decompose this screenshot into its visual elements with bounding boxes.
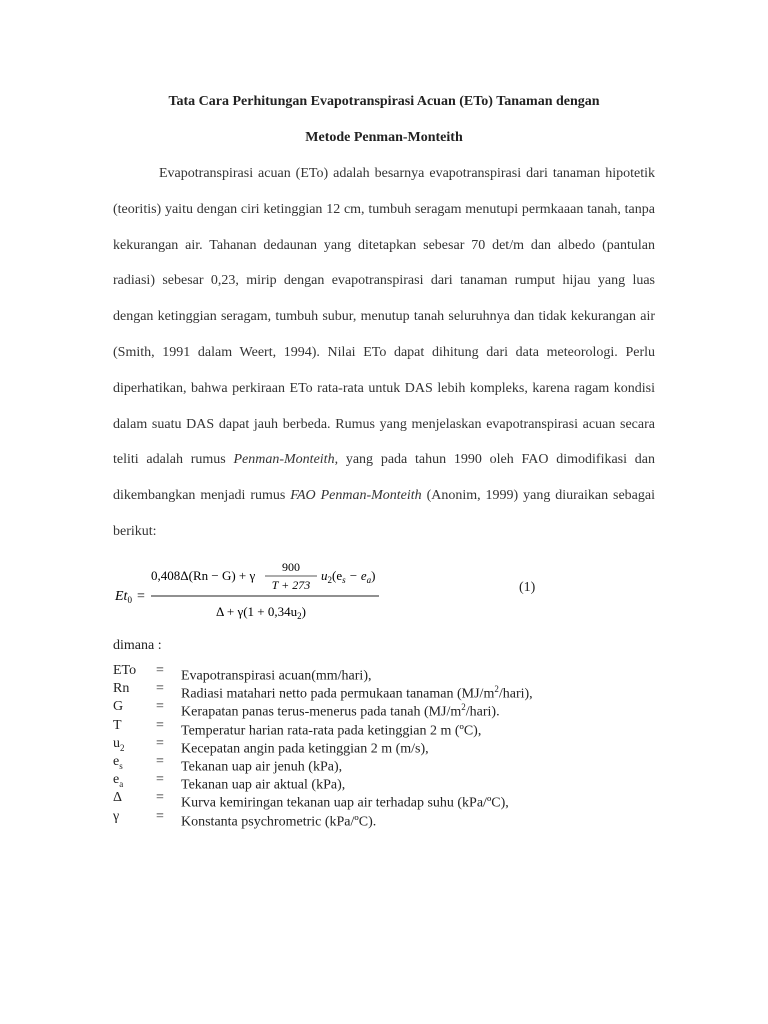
definition-symbol: $e_a$ [113, 772, 124, 789]
formula-fraction-denominator: T + 273 [271, 578, 311, 592]
definition-symbol: ETo [113, 663, 137, 678]
definition-equals: = [156, 735, 164, 751]
definition-equals: = [156, 717, 164, 733]
definition-equals: = [156, 663, 164, 678]
definition-symbol: Δ [113, 790, 123, 806]
definition-description: Kerapatan panas terus-menerus pada tanah $(MJ/m^2/hari)$. [181, 702, 500, 721]
definition-symbol: γ [113, 808, 120, 824]
formula-numerator-left: 0,408Δ(Rn − G) + γ [151, 568, 256, 583]
definition-symbol: Rn [113, 681, 130, 697]
definition-equals: = [156, 753, 164, 769]
definition-description: Radiasi matahari netto pada permukaan tanaman $(MJ/m^2/hari)$, [181, 684, 533, 702]
paragraph-text-3: (Anonim, 1999) yang diuraikan sebagai berikut: [113, 488, 655, 539]
definition-symbol: $u_2$ [113, 735, 125, 753]
formula-denominator: $\Delta + \gamma(1 + 0,34u_2)$ [216, 604, 306, 621]
definition-symbol: G [113, 699, 124, 715]
formula-lhs: $Et_0$ [115, 589, 132, 605]
formula-equals: = [137, 589, 145, 604]
definition-symbol: $e_s$ [113, 753, 123, 771]
definition-description: Evapotranspirasi acuan(mm/hari), [181, 668, 372, 684]
paragraph-text-1: Evapotranspirasi acuan (ETo) adalah besarnya evapotranspirasi dari tanaman hipotetik (teoritis) yaitu dengan ciri ketinggian 12 cm, tumbuh seragam menutupi permkaaan tanah, tanpa kekurangan air. Tahanan dedaunan yang ditetapkan sebesar 70 det/m dan albedo (pantulan radiasi) sebesar 0,23, mirip dengan evapotranspirasi dari tanaman rumput hijau yang luas dengan ketinggian seragam, tumbuh subur, menutup tanah seluruhnya dan tidak kekurangan air (Smith, 1991 dalam Weert, 1994). Nilai ETo dapat dihitung dari data meteorologi. Perlu diperhatikan, bahwa perkiraan ETo rata-rata untuk DAS lebih kompleks, karena ragam kondisi dalam suatu DAS dapat jauh berbeda. Rumus yang menjelaskan evapotranspirasi acuan secara teliti adalah rumus [113, 166, 655, 468]
dimana-label: dimana : [113, 638, 162, 653]
definition-equals: = [156, 681, 164, 697]
definition-equals: = [156, 790, 164, 806]
formula-fraction-numerator: 900 [282, 560, 300, 574]
document-title-line-2: Metode Penman-Monteith [305, 130, 463, 145]
definition-description: Tekanan uap air jenuh (kPa), [181, 759, 343, 775]
definition-description: Temperatur harian rata-rata pada ketinggian 2 m (ºC), [181, 723, 482, 739]
definition-description: Kurva kemiringan tekanan uap air terhadap suhu (kPa/ºC), [181, 795, 509, 811]
paragraph-text-2: , yang pada tahun 1990 oleh FAO dimodifikasi dan dikembangkan menjadi rumus [113, 452, 655, 504]
paragraph-italic-fao-penman-monteith: FAO Penman-Monteith [290, 488, 422, 504]
body-paragraph [113, 156, 655, 550]
definition-symbol: T [113, 717, 122, 733]
formula-numerator-right: $u_2(e_s - e_a)$ [321, 568, 376, 585]
definition-equals: = [156, 699, 164, 715]
definition-description: Tekanan uap air aktual (kPa), [181, 777, 346, 793]
document-title-line-1: Tata Cara Perhitungan Evapotranspirasi Acuan (ETo) Tanaman dengan [168, 94, 600, 109]
definition-description: Kecepatan angin pada ketinggian 2 m (m/s), [181, 741, 429, 757]
definition-equals: = [156, 808, 164, 824]
equation-number: (1) [519, 580, 536, 595]
paragraph-italic-penman-monteith: Penman-Monteith [233, 452, 335, 468]
definition-description: Konstanta psychrometric (kPa/ºC). [181, 814, 377, 830]
eto-formula [113, 556, 673, 626]
definition-equals: = [156, 772, 164, 788]
